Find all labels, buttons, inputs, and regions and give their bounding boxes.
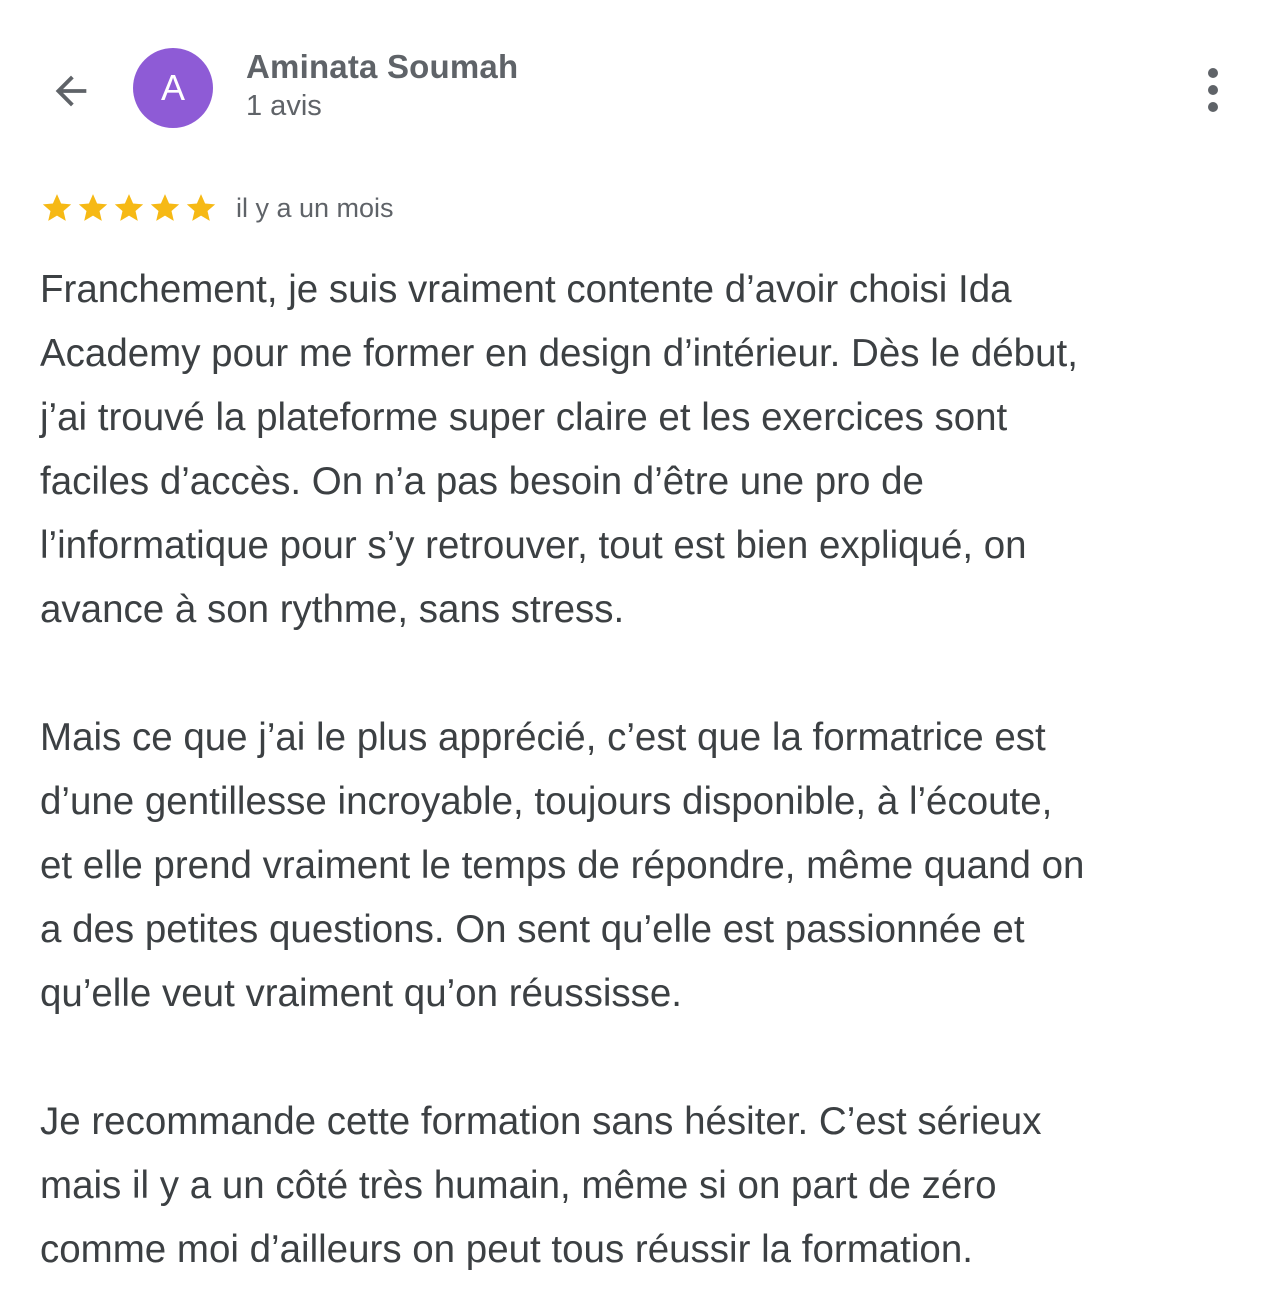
arrow-left-icon: [48, 68, 94, 114]
rating-row: [40, 186, 394, 230]
star-icon: [112, 191, 146, 225]
more-vertical-icon-dot: [1208, 102, 1218, 112]
star-icon: [40, 191, 74, 225]
avatar-letter: A: [160, 67, 185, 108]
avatar[interactable]: [133, 48, 213, 128]
star-rating: [40, 191, 218, 225]
review-header: [0, 0, 1284, 160]
star-icon: [184, 191, 218, 225]
review-count: 1 avis: [246, 90, 322, 122]
review-paragraph: Franchement, je suis vraiment contente d’avoir choisi Ida Academy pour me former en design d’intérieur. Dès le début, j’ai trouvé la plateforme super claire et les exercices sont faciles d’accès. On n’a pas besoin d’être une pro de l’informatique pour s’y retrouver, tout est bien expliqué, on avance à son rythme, sans stress.: [40, 268, 1078, 631]
more-options-button[interactable]: [1190, 60, 1236, 120]
review-paragraph: Mais ce que j’ai le plus apprécié, c’est que la formatrice est d’une gentillesse incroyable, toujours disponible, à l’écoute, et elle prend vraiment le temps de répondre, même quand on a des petites questions. On sent qu’elle est passionnée et qu’elle veut vraiment qu’on réussisse.: [40, 716, 1085, 1015]
review-date: il y a un mois: [236, 192, 394, 223]
user-name[interactable]: Aminata Soumah: [246, 48, 519, 85]
star-icon: [148, 191, 182, 225]
more-vertical-icon: [1208, 68, 1218, 78]
star-icon: [76, 191, 110, 225]
review-paragraph: Je recommande cette formation sans hésiter. C’est sérieux mais il y a un côté très humain, même si on part de zéro comme moi d’ailleurs on peut tous réussir la formation.: [40, 1100, 1042, 1271]
review-text: [40, 258, 1250, 1282]
more-vertical-icon-dot: [1208, 85, 1218, 95]
back-button[interactable]: [40, 60, 102, 122]
